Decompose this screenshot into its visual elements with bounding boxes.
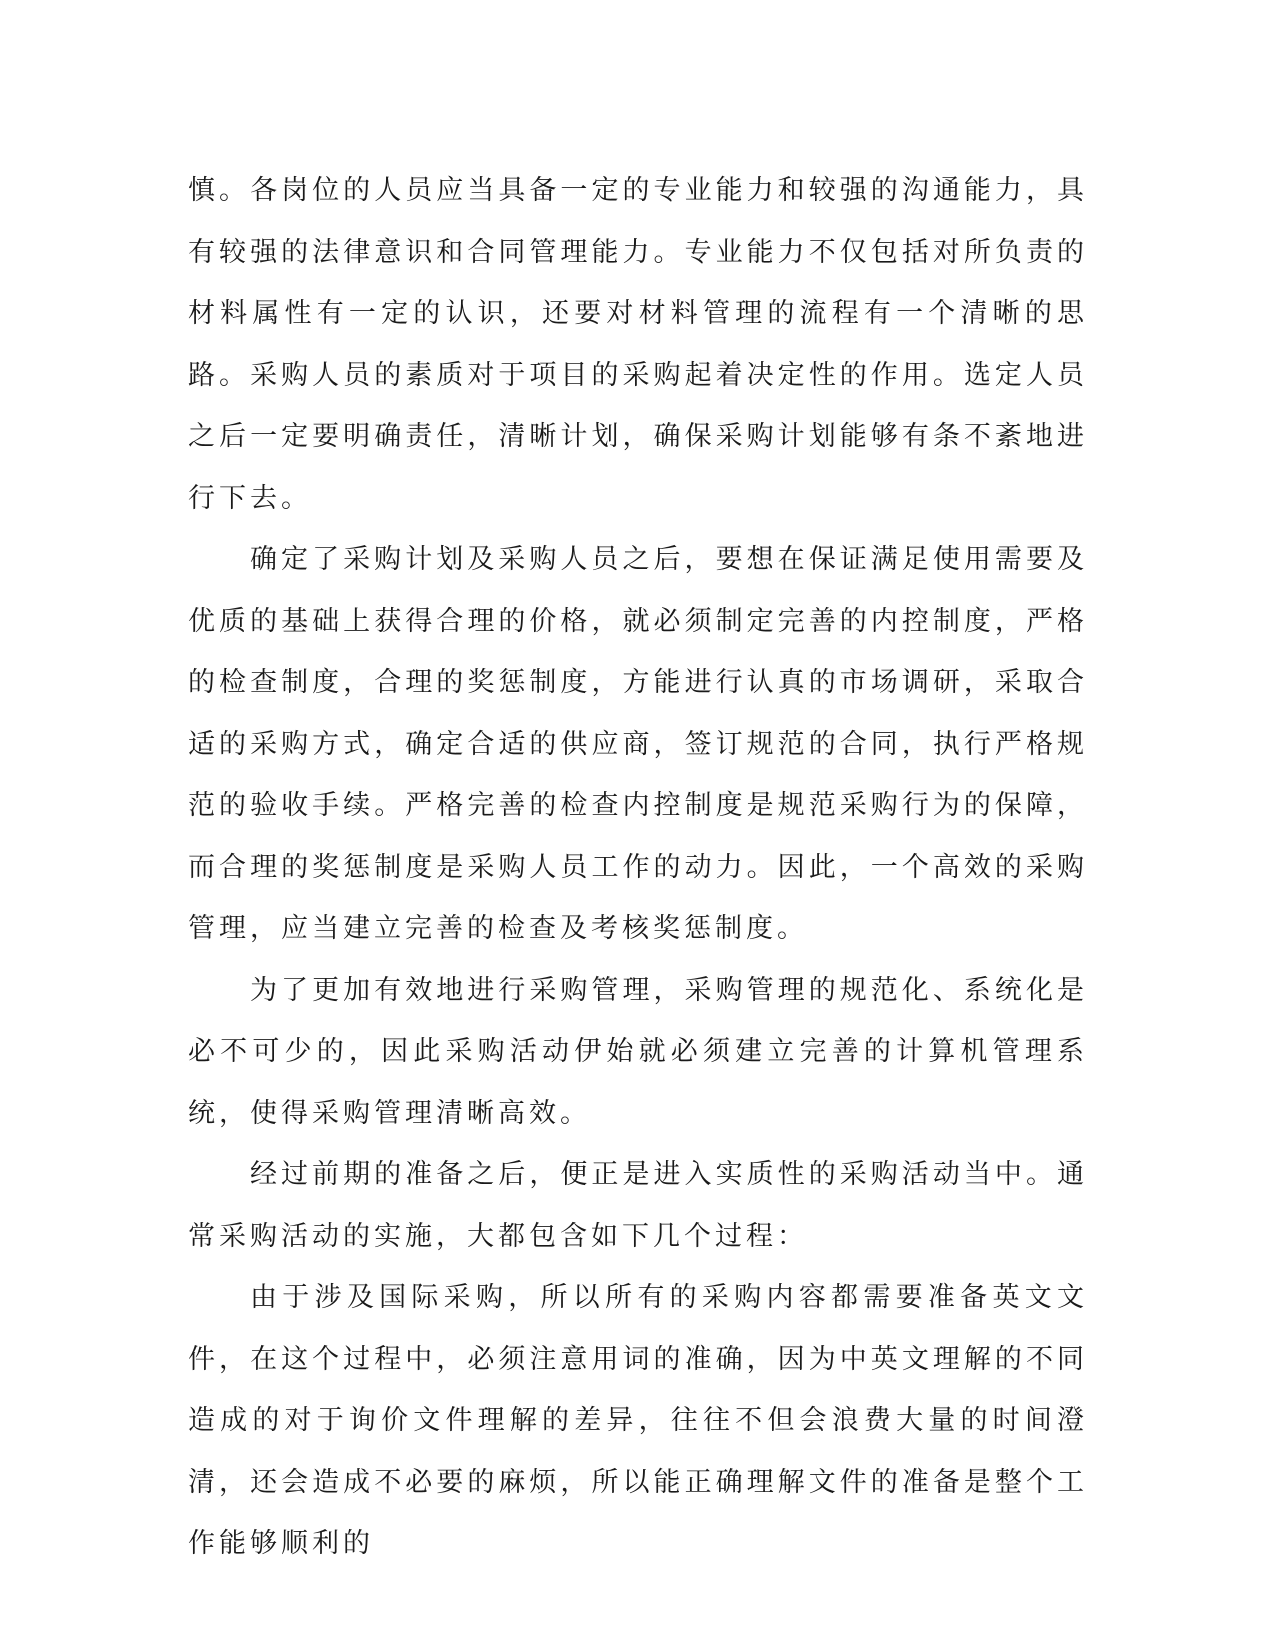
paragraph-3: 为了更加有效地进行采购管理，采购管理的规范化、系统化是必不可少的，因此采购活动伊始就必须建立完善的计算机管理系统，使得采购管理清晰高效。 [188, 974, 1088, 1129]
paragraph-1: 慎。各岗位的人员应当具备一定的专业能力和较强的沟通能力，具有较强的法律意识和合同管理能力。专业能力不仅包括对所负责的材料属性有一定的认识，还要对材料管理的流程有一个清晰的思路。采购人员的素质对于项目的采购起着决定性的作用。选定人员之后一定要明确责任，清晰计划，确保采购计划能够有条不紊地进行下去。 [188, 175, 1088, 514]
paragraph-2: 确定了采购计划及采购人员之后，要想在保证满足使用需要及优质的基础上获得合理的价格，就必须制定完善的内控制度，严格的检查制度，合理的奖惩制度，方能进行认真的市场调研，采取合适的采购方式，确定合适的供应商，签订规范的合同，执行严格规范的验收手续。严格完善的检查内控制度是规范采购行为的保障，而合理的奖惩制度是采购人员工作的动力。因此，一个高效的采购管理，应当建立完善的检查及考核奖惩制度。 [188, 544, 1088, 944]
paragraph-5: 由于涉及国际采购，所以所有的采购内容都需要准备英文文件，在这个过程中，必须注意用词的准确，因为中英文理解的不同造成的对于询价文件理解的差异，往往不但会浪费大量的时间澄清，还会造成不必要的麻烦，所以能正确理解文件的准备是整个工作能够顺利的 [188, 1282, 1088, 1559]
document-body [188, 160, 1088, 1575]
paragraph-4: 经过前期的准备之后，便正是进入实质性的采购活动当中。通常采购活动的实施，大都包含如下几个过程： [188, 1159, 1088, 1252]
